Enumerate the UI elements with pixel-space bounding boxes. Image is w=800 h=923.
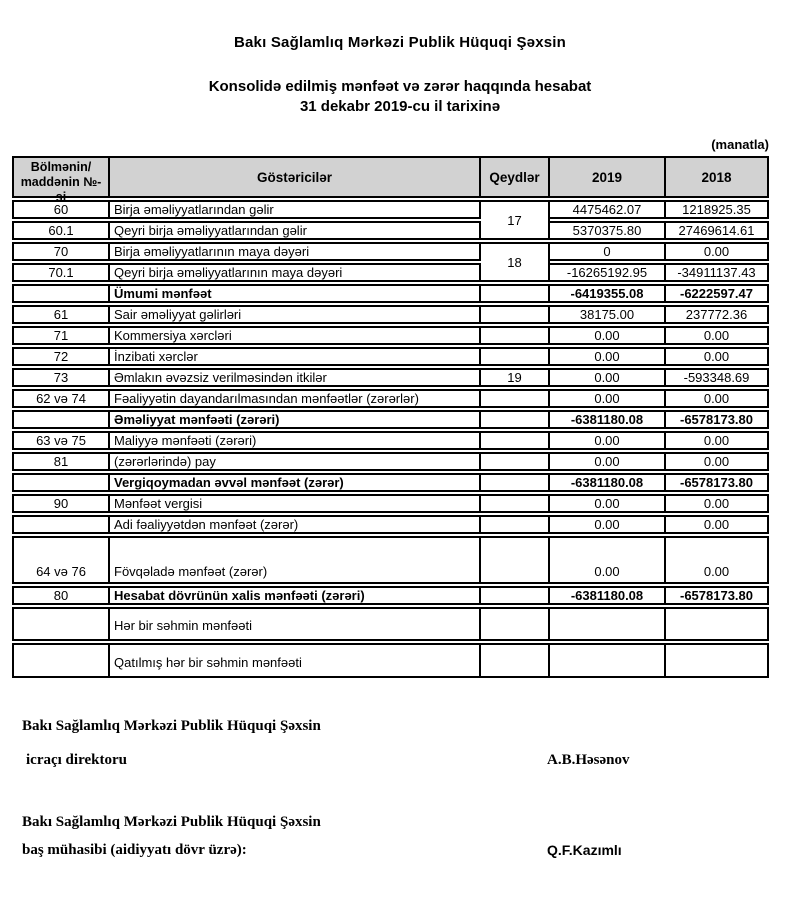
table-row [12, 305, 769, 324]
row-label: Əməliyyat mənfəəti (zərəri) [110, 410, 481, 429]
row-value-2019: -6381180.08 [550, 410, 666, 429]
row-value-2019: 0.00 [550, 494, 666, 513]
table-row [12, 515, 769, 534]
row-value-2019: 0.00 [550, 389, 666, 408]
row-value-2018: 0.00 [666, 326, 769, 345]
row-value-2018: 237772.36 [666, 305, 769, 324]
row-value-2019: -6381180.08 [550, 473, 666, 492]
row-value-2018: 27469614.61 [666, 221, 769, 240]
row-label: Kommersiya xərcləri [110, 326, 481, 345]
executive-director-label: icraçı direktoru [26, 752, 127, 768]
row-label: Fəaliyyətin dayandarılmasından mənfəətlər (zərərlər) [110, 389, 481, 408]
chief-accountant-name: Q.F.Kazımlı [547, 842, 622, 858]
row-value-2018 [666, 607, 769, 641]
row-note: 19 [481, 368, 550, 387]
row-value-2019: 0.00 [550, 452, 666, 471]
executive-director-row [22, 752, 779, 772]
row-note [481, 643, 550, 678]
row-no: 63 və 75 [12, 431, 110, 450]
table-row [12, 389, 769, 408]
executive-director-name: A.B.Həsənov [547, 752, 630, 768]
row-value-2019: 0.00 [550, 515, 666, 534]
row-label: Əmlakın əvəzsiz verilməsindən itkilər [110, 368, 481, 387]
row-label: Fövqəladə mənfəət (zərər) [110, 536, 481, 584]
row-value-2019: 4475462.07 [550, 200, 666, 219]
row-note [481, 347, 550, 366]
row-no: 70.1 [12, 263, 110, 282]
table-row [12, 347, 769, 366]
table-row-profit-before-tax [12, 473, 769, 492]
row-value-2018: -593348.69 [666, 368, 769, 387]
row-value-2019: 0.00 [550, 368, 666, 387]
row-value-2018: 0.00 [666, 515, 769, 534]
row-note [481, 452, 550, 471]
report-page [0, 34, 800, 923]
row-value-2018: -6578173.80 [666, 410, 769, 429]
table-header-row [12, 156, 769, 198]
row-value-2018: 0.00 [666, 452, 769, 471]
row-note [481, 536, 550, 584]
row-note: 17 [481, 200, 550, 240]
table-row [12, 368, 769, 387]
chief-accountant-row [22, 842, 779, 862]
footer-org-line-1: Bakı Sağlamlıq Mərkəzi Publik Hüquqi Şəxsin [22, 718, 321, 734]
table-row [12, 452, 769, 471]
row-no [12, 473, 110, 492]
row-no: 90 [12, 494, 110, 513]
table-row [12, 643, 769, 678]
row-value-2018: -34911137.43 [666, 263, 769, 282]
col-header-indicators: Göstəricilər [110, 156, 481, 198]
row-value-2019: -16265192.95 [550, 263, 666, 282]
row-label: Hesabat dövrünün xalis mənfəəti (zərəri) [110, 586, 481, 605]
row-note [481, 586, 550, 605]
row-label: Ümumi mənfəət [110, 284, 481, 303]
row-label: Birja əməliyyatlarının maya dəyəri [110, 242, 481, 261]
currency-note: (manatla) [711, 137, 769, 152]
row-value-2019: 0.00 [550, 347, 666, 366]
col-header-2019: 2019 [550, 156, 666, 198]
row-label: Birja əməliyyatlarından gəlir [110, 200, 481, 219]
row-no: 81 [12, 452, 110, 471]
row-value-2018: 0.00 [666, 536, 769, 584]
row-value-2019: 0 [550, 242, 666, 261]
row-no [12, 515, 110, 534]
report-title [0, 77, 800, 117]
row-no [12, 410, 110, 429]
row-label: Qatılmış hər bir səhmin mənfəəti [110, 643, 481, 678]
row-value-2019: 0.00 [550, 431, 666, 450]
row-value-2019 [550, 607, 666, 641]
row-label: Qeyri birja əməliyyatlarından gəlir [110, 221, 481, 240]
report-title-line1: Konsolidə edilmiş mənfəət və zərər haqqında hesabat [208, 78, 592, 95]
row-no: 71 [12, 326, 110, 345]
row-value-2018 [666, 643, 769, 678]
row-value-2018: -6578173.80 [666, 473, 769, 492]
row-note [481, 473, 550, 492]
row-label: Mənfəət vergisi [110, 494, 481, 513]
row-label: Sair əməliyyat gəlirləri [110, 305, 481, 324]
row-value-2019: 5370375.80 [550, 221, 666, 240]
row-no: 60 [12, 200, 110, 219]
table-row [12, 242, 769, 261]
col-header-2018: 2018 [666, 156, 769, 198]
footer-org-line-2: Bakı Sağlamlıq Mərkəzi Publik Hüquqi Şəxsin [22, 814, 321, 830]
row-note [481, 494, 550, 513]
row-no: 72 [12, 347, 110, 366]
table-row [12, 536, 769, 584]
page-title: Bakı Sağlamlıq Mərkəzi Publik Hüquqi Şəxsin [233, 34, 567, 51]
table-row-total-gross-profit [12, 284, 769, 303]
col-header-section-no-text: Bölmənin/ maddənin №- si [20, 160, 102, 204]
table-row-operating-profit [12, 410, 769, 429]
row-label: Qeyri birja əməliyyatlarının maya dəyəri [110, 263, 481, 282]
row-no: 73 [12, 368, 110, 387]
row-no [12, 284, 110, 303]
row-label: Vergiqoymadan əvvəl mənfəət (zərər) [110, 473, 481, 492]
row-label: Hər bir səhmin mənfəəti [110, 607, 481, 641]
row-no: 70 [12, 242, 110, 261]
row-value-2018: 0.00 [666, 494, 769, 513]
row-value-2018: 0.00 [666, 389, 769, 408]
row-note [481, 515, 550, 534]
col-header-notes: Qeydlər [481, 156, 550, 198]
row-value-2019 [550, 643, 666, 678]
income-statement-table [12, 154, 769, 680]
row-no: 61 [12, 305, 110, 324]
row-label: (zərərlərində) pay [110, 452, 481, 471]
table-row [12, 326, 769, 345]
row-note: 18 [481, 242, 550, 282]
row-value-2019: 0.00 [550, 536, 666, 584]
col-header-section-no [12, 156, 110, 204]
row-value-2018: 1218925.35 [666, 200, 769, 219]
table-row [12, 221, 769, 240]
chief-accountant-label: baş mühasibi (aidiyyatı dövr üzrə): [22, 842, 247, 858]
row-no: 80 [12, 586, 110, 605]
row-no [12, 643, 110, 678]
row-no [12, 607, 110, 641]
signature-block [22, 718, 779, 862]
row-value-2018: 0.00 [666, 242, 769, 261]
row-no: 64 və 76 [12, 536, 110, 584]
row-no: 62 və 74 [12, 389, 110, 408]
row-value-2019: 38175.00 [550, 305, 666, 324]
row-no: 60.1 [12, 221, 110, 240]
row-note [481, 326, 550, 345]
row-note [481, 389, 550, 408]
table-row [12, 494, 769, 513]
row-note [481, 431, 550, 450]
row-value-2018: 0.00 [666, 347, 769, 366]
row-note [481, 284, 550, 303]
row-label: Adi fəaliyyətdən mənfəət (zərər) [110, 515, 481, 534]
row-value-2019: 0.00 [550, 326, 666, 345]
row-note [481, 305, 550, 324]
row-value-2018: 0.00 [666, 431, 769, 450]
table-row [12, 200, 769, 219]
row-value-2018: -6578173.80 [666, 586, 769, 605]
row-note [481, 607, 550, 641]
row-note [481, 410, 550, 429]
report-title-line2: 31 dekabr 2019-cu il tarixinə [299, 98, 501, 115]
row-value-2018: -6222597.47 [666, 284, 769, 303]
row-value-2019: -6381180.08 [550, 586, 666, 605]
table-row [12, 607, 769, 641]
row-label: İnzibati xərclər [110, 347, 481, 366]
table-row [12, 263, 769, 282]
table-row-net-profit [12, 586, 769, 605]
row-label: Maliyyə mənfəəti (zərəri) [110, 431, 481, 450]
table-row [12, 431, 769, 450]
row-value-2019: -6419355.08 [550, 284, 666, 303]
